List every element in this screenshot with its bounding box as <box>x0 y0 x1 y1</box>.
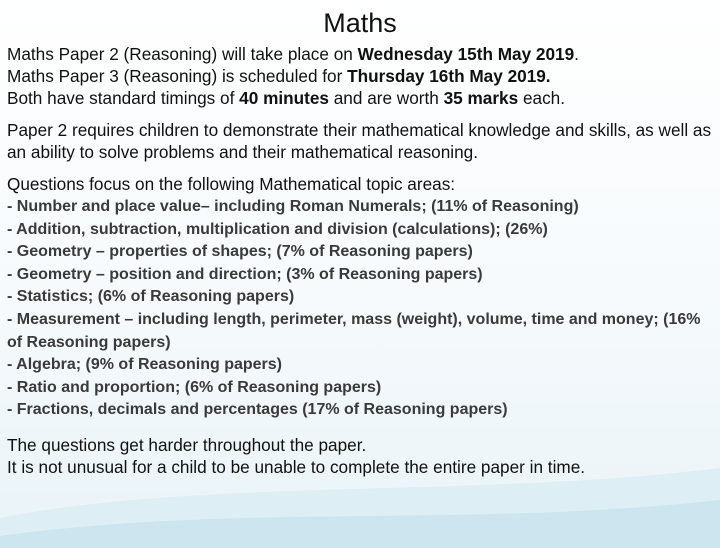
closing-line: It is not unusual for a child to be unable to complete the entire paper in time. <box>7 456 586 477</box>
topics-list <box>7 196 713 422</box>
timing-mid-text: and are worth <box>328 88 444 108</box>
intro-paragraph <box>7 43 713 109</box>
timing-line <box>7 87 713 109</box>
page-title: Maths <box>323 8 397 38</box>
timing-text: Both have standard timings of <box>7 88 240 108</box>
topic-item: - Fractions, decimals and percentages (17% of Reasoning papers) <box>7 401 508 419</box>
topic-item: - Addition, subtraction, multiplication and division (calculations); (26%) <box>7 220 548 238</box>
paper2-description: Paper 2 requires children to demonstrate their mathematical knowledge and skills, as well as an ability to solve problems and their mathematical reasoning. <box>7 120 712 162</box>
topic-item: - Geometry – position and direction; (3% of Reasoning papers) <box>7 265 483 283</box>
paper2-date-line <box>7 43 713 65</box>
paper2-date-punct: . <box>574 44 579 64</box>
topic-item: - Ratio and proportion; (6% of Reasoning papers) <box>7 378 382 396</box>
topic-item: - Algebra; (9% of Reasoning papers) <box>7 356 282 374</box>
timing-marks: 35 marks <box>443 88 519 108</box>
slide-content <box>0 8 720 478</box>
paper2-date: Wednesday 15th May 2019 <box>357 44 575 64</box>
timing-minutes: 40 minutes <box>239 88 329 108</box>
topic-item: - Geometry – properties of shapes; (7% of Reasoning papers) <box>7 243 473 261</box>
topics-heading: Questions focus on the following Mathematical topic areas: <box>7 174 456 194</box>
topic-item: - Number and place value– including Roman Numerals; (11% of Reasoning) <box>7 198 579 215</box>
closing-line: The questions get harder throughout the paper. <box>7 434 367 455</box>
closing-paragraph <box>7 434 713 478</box>
topic-item: - Statistics; (6% of Reasoning papers) <box>7 288 295 306</box>
paper3-date: Thursday 16th May 2019. <box>347 66 551 86</box>
paper3-date-line <box>7 65 713 87</box>
topic-item: - Measurement – including length, perimeter, mass (weight), volume, time and money; (16% of Reasoning papers) <box>7 310 701 351</box>
timing-end-text: each. <box>518 88 565 108</box>
paper3-date-text: Maths Paper 3 (Reasoning) is scheduled for <box>7 66 348 86</box>
paper2-date-text: Maths Paper 2 (Reasoning) will take place on <box>7 44 358 64</box>
